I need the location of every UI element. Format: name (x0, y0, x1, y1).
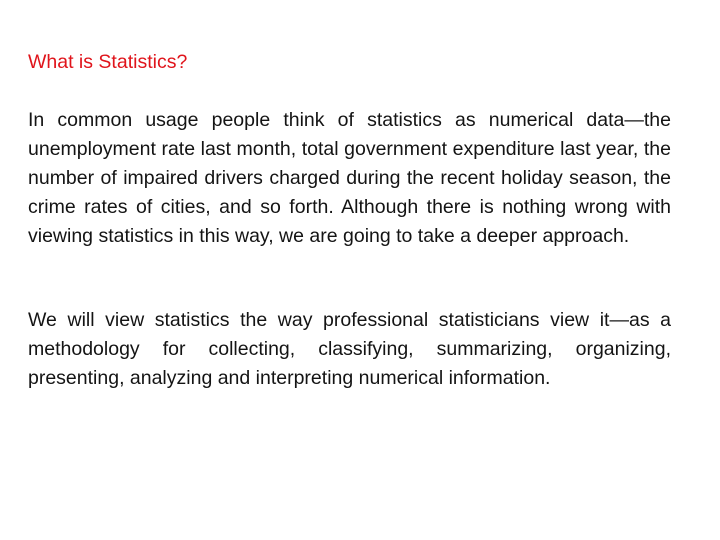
slide-title: What is Statistics? (28, 51, 188, 73)
body-paragraph-2: We will view statistics the way professional statisticians view it—as a methodology for collecting, classifying, summarizing, organizing, presenting, analyzing and interpreting numerical information. (28, 309, 671, 389)
body-paragraph-1: In common usage people think of statistics as numerical data—the unemployment rate last month, total government expenditure last year, the number of impaired drivers charged during the recent holiday season, the crime rates of cities, and so forth. Although there is nothing wrong with viewing statistics in this way, we are going to take a deeper approach. (28, 109, 671, 247)
